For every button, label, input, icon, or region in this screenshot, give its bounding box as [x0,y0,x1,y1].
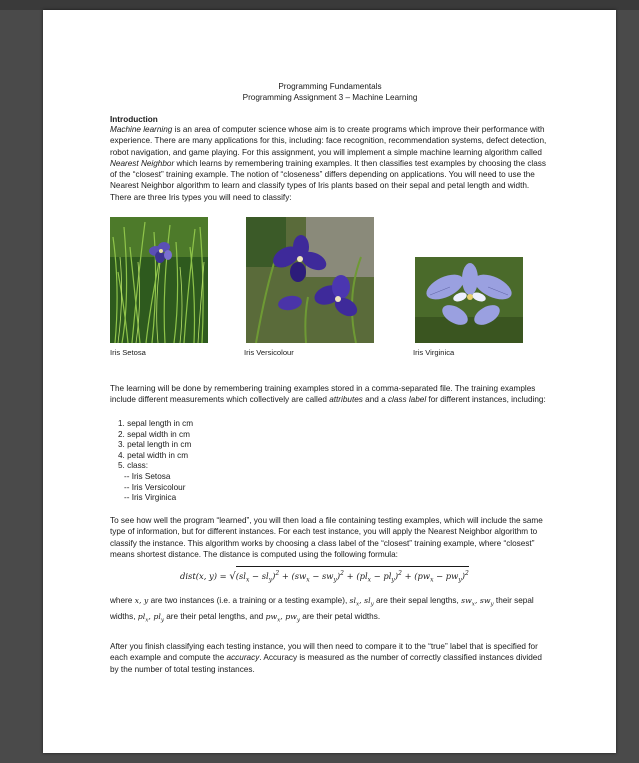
attribute-list [118,419,193,504]
caption-iris-versicolour: Iris Versicolour [244,348,294,357]
iris-versicolour-image [246,217,374,343]
accuracy-paragraph: After you finish classifying each testing instance, you will then need to compare it to the “true” label that is specified for each example and compute the accuracy. Accuracy is measured as the number of correctly classified instances divided by the number of total testing instances. [110,642,542,674]
intro-paragraph [110,124,550,203]
class-sublist [118,472,193,504]
iris-setosa-image [110,217,208,343]
testing-paragraph: To see how well the program “learned”, you will then load a file containing testing examples, which will include the same type of information, but for different instances. For each test instance, you will apply the Nearest Neighbor algorithm to classify the instance. This algorithm works by choosing a class label of the “closest” training example, where “closest” means shortest distance. The distance is computed using the following formula: [110,516,543,559]
term-nearest-neighbor: Nearest Neighbor [110,158,175,168]
class-item: -- Iris Setosa [124,471,171,481]
attribute-item: 2. sepal width in cm [118,429,190,439]
where-paragraph: where x, y are two instances (i.e. a training or a testing example), $sl_x$, $sl_y$ are their sepal lengths, $sw_x$, $sw_y$ their sepal widths, $pl_x$, $pl_y$ are their petal lengths, and $pw_x$, $pw_y$ are their petal widths. [110,596,534,624]
term-attributes: attributes [329,395,363,405]
formula-lhs: dist(x, y) = [180,570,230,581]
distance-formula [180,566,469,586]
class-item: -- Iris Versicolour [124,482,186,492]
document-page [43,10,616,753]
section-heading-introduction: Introduction [110,115,158,124]
class-item: -- Iris Virginica [124,493,177,503]
attribute-item: 1. sepal length in cm [118,419,194,428]
course-title: Programming Fundamentals [278,82,382,91]
attribute-item: 3. petal length in cm [118,440,192,450]
term-machine-learning: Machine learning [110,125,173,134]
viewer-toolbar [0,0,639,10]
learning-paragraph [110,383,550,406]
caption-iris-setosa: Iris Setosa [110,348,146,357]
term-accuracy: accuracy [226,653,260,663]
caption-iris-virginica: Iris Virginica [413,348,455,357]
iris-virginica-image [415,257,523,343]
learning-text-a: The learning will be done by remembering training examples stored in a comma-separated file. The training examples include different measurements which collectively are called [110,384,536,405]
formula-radicand: $(sl_x - sl_y)^2 + (sw_x - sw_y)^2 + (pl_x - pl_y)^2 + (pw_x - pw_y)^2$ [236,566,469,586]
attribute-item: 4. petal width in cm [118,450,189,460]
intro-text-b: which learns by remembering training examples. It then classifies test examples by choosing the class of the “closest” training example. The notion of “closeness” differs depending on applications. You will need to use the Nearest Neighbor algorithm to learn and classify types of Iris plants based on their sepal and petal length and width. There are three Iris types you will need to classify: [110,158,546,202]
sqrt-symbol-icon: √ [229,570,236,582]
learning-text-b: and a [362,395,388,405]
intro-text-a: is an area of computer science whose aim is to create programs which improve their performance with experience. There are many applications for this, including: face recognition, recommendation systems, defect detection, robot navigation, and game playing. For this assignment, you will implement a simple machine learning algorithm called [110,125,547,157]
assignment-title: Programming Assignment 3 – Machine Learning [242,93,418,102]
term-class-label: class label [387,395,427,405]
attribute-item: 5. class: [118,461,149,471]
learning-text-c: for different instances, including: [426,395,546,405]
title-block [110,81,550,103]
class-sublist-item [118,472,193,504]
